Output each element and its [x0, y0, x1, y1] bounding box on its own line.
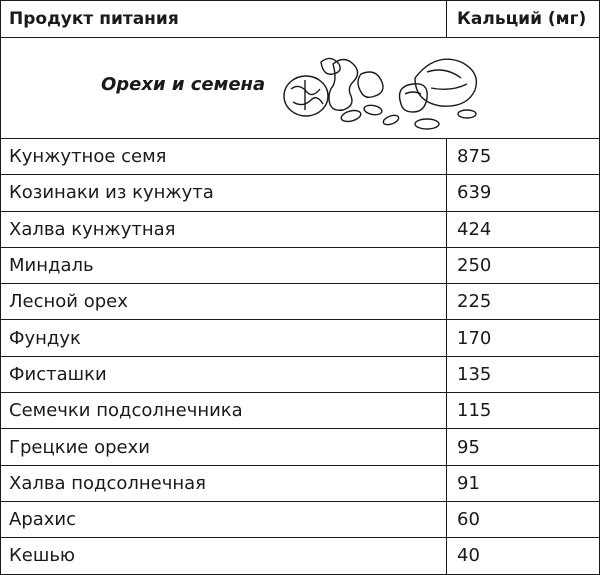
table-header-row — [1, 1, 599, 37]
calcium-value: 115 — [457, 400, 492, 422]
product-name: Кешью — [1, 538, 447, 573]
table-row — [1, 283, 599, 319]
calcium-value: 40 — [457, 545, 480, 567]
table-row — [1, 174, 599, 210]
table-row — [1, 138, 599, 174]
section-title: Орехи и семена — [101, 74, 266, 95]
nuts-illustration-icon — [281, 44, 481, 132]
calcium-value: 95 — [457, 436, 480, 458]
header-calcium: Кальций (мг) — [457, 9, 587, 29]
product-name: Халва кунжутная — [1, 212, 447, 247]
product-name: Халва подсолнечная — [1, 466, 447, 501]
product-name: Кунжутное семя — [1, 139, 447, 174]
product-name: Фисташки — [1, 357, 447, 392]
table-row — [1, 392, 599, 428]
calcium-value: 60 — [457, 509, 480, 531]
calcium-value: 91 — [457, 472, 480, 494]
table-row — [1, 428, 599, 464]
table-row — [1, 356, 599, 392]
product-name: Миндаль — [1, 248, 447, 283]
header-product: Продукт питания — [1, 1, 447, 37]
table-row — [1, 537, 599, 573]
calcium-value: 135 — [457, 363, 492, 385]
calcium-value: 875 — [457, 146, 492, 168]
product-name: Лесной орех — [1, 284, 447, 319]
calcium-value: 225 — [457, 291, 492, 313]
table-row — [1, 319, 599, 355]
product-name: Семечки подсолнечника — [1, 393, 447, 428]
product-name: Грецкие орехи — [1, 429, 447, 464]
table-row — [1, 247, 599, 283]
product-name: Фундук — [1, 320, 447, 355]
product-name: Арахис — [1, 502, 447, 537]
section-nuts-and-seeds — [1, 37, 599, 138]
table-row — [1, 211, 599, 247]
calcium-value: 639 — [457, 182, 492, 204]
calcium-value: 250 — [457, 255, 492, 277]
calcium-value: 424 — [457, 218, 492, 240]
calcium-value: 170 — [457, 327, 492, 349]
product-name: Козинаки из кунжута — [1, 175, 447, 210]
table-row — [1, 501, 599, 537]
table-row — [1, 465, 599, 501]
